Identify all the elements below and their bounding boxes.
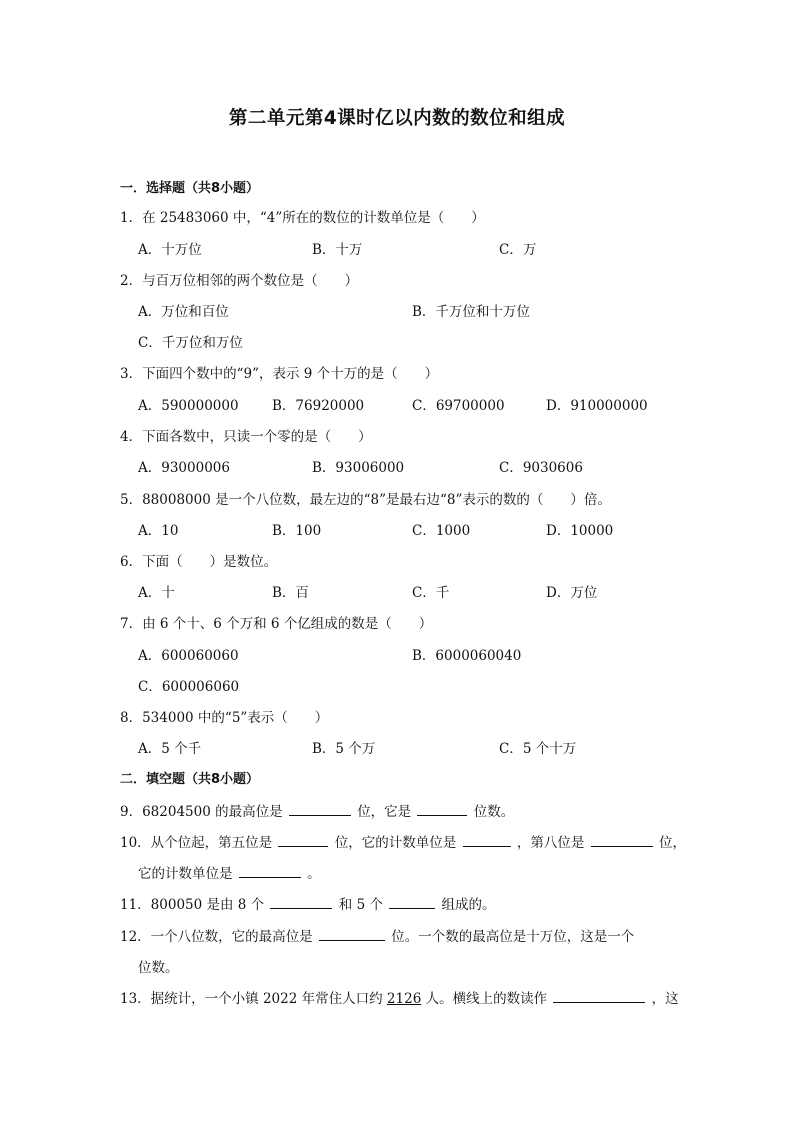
q2-option-b: B．千万位和十万位: [412, 304, 530, 320]
q11-blank-1[interactable]: [270, 895, 332, 910]
q3-option-a: A．590000000: [138, 398, 239, 414]
q11-text-3: 组成的。: [441, 897, 496, 913]
q8-option-b: B．5 个万: [312, 741, 376, 757]
question-1: 1．在 25483060 中，“4”所在的数位的计数单位是（ ）: [120, 210, 485, 226]
q1-option-a: A．十万位: [138, 242, 202, 258]
q7-option-b: B．6000060040: [412, 648, 522, 664]
question-3: 3．下面四个数中的“9”，表示 9 个十万的是（ ）: [120, 366, 439, 382]
q7-option-c: C．600006060: [138, 679, 240, 695]
q12-text-2: 位。一个数的最高位是十万位，这是一个: [391, 929, 635, 945]
q3-option-b: B．76920000: [272, 398, 365, 414]
q8-option-a: A．5 个千: [138, 741, 202, 757]
section-heading-fill: 二．填空题（共8小题）: [120, 772, 260, 787]
question-9: [120, 800, 514, 820]
question-4: 4．下面各数中，只读一个零的是（ ）: [120, 429, 372, 445]
question-6: 6．下面（ ）是数位。: [120, 554, 278, 570]
question-2: 2．与百万位相邻的两个数位是（ ）: [120, 273, 359, 289]
q5-option-b: B．100: [272, 523, 322, 539]
q3-option-d: D．910000000: [546, 398, 648, 414]
q13-text-4: ，这: [651, 991, 679, 1007]
q13-text-3: 人。横线上的数读作: [425, 991, 548, 1007]
q10-blank-1[interactable]: [278, 833, 328, 848]
question-10: [120, 831, 686, 851]
page-title: 第二单元第4课时亿以内数的数位和组成: [228, 108, 566, 129]
q5-option-d: D．10000: [546, 523, 614, 539]
q11-blank-2[interactable]: [389, 895, 435, 910]
q6-option-a: A．十: [138, 585, 175, 601]
q2-option-a: A．万位和百位: [138, 304, 229, 320]
q10-blank-4[interactable]: [239, 864, 301, 879]
q9-blank-1[interactable]: [289, 802, 351, 817]
q12-text-3: 位数。: [138, 960, 179, 976]
q13-underlined-number: 2126: [386, 991, 422, 1007]
question-11: [120, 893, 496, 913]
question-7: 7．由 6 个十、6 个万和 6 个亿组成的数是（ ）: [120, 616, 433, 632]
q12-text-1: 12．一个八位数，它的最高位是: [120, 929, 313, 945]
q11-text-2: 和 5 个: [338, 897, 383, 913]
q6-option-d: D．万位: [546, 585, 598, 601]
q10-text-2: 位，它的计数单位是: [334, 835, 457, 851]
question-5: 5．88008000 是一个八位数，最左边的“8”是最右边“8”表示的数的（ ）倍。: [120, 492, 611, 508]
q5-option-a: A．10: [138, 523, 179, 539]
q3-option-c: C．69700000: [412, 398, 505, 414]
q13-blank-1[interactable]: [553, 989, 645, 1004]
q1-option-c: C．万: [499, 242, 537, 258]
question-10-continued: [138, 862, 321, 882]
q10-blank-2[interactable]: [463, 833, 511, 848]
q4-option-b: B．93006000: [312, 460, 405, 476]
q6-option-b: B．百: [272, 585, 309, 601]
q1-option-b: B．十万: [312, 242, 363, 258]
q8-option-c: C．5 个十万: [499, 741, 577, 757]
question-12: [120, 925, 634, 945]
section-heading-choice: 一．选择题（共8小题）: [120, 181, 260, 196]
q6-option-c: C．千: [412, 585, 450, 601]
q9-text-3: 位数。: [473, 804, 515, 820]
q9-text-1: 9．68204500 的最高位是: [120, 804, 283, 820]
q2-option-c: C．千万位和万位: [138, 335, 243, 351]
q10-blank-3[interactable]: [591, 833, 653, 848]
question-13: [120, 987, 679, 1007]
q4-option-c: C．9030606: [499, 460, 583, 476]
q11-text-1: 11．800050 是由 8 个: [120, 897, 265, 913]
q9-text-2: 位，它是: [357, 804, 412, 820]
q9-blank-2[interactable]: [417, 802, 467, 817]
q10-text-3: ，第八位是: [516, 835, 585, 851]
q10-text-1: 10．从个位起，第五位是: [120, 835, 273, 851]
question-12-continued: [138, 956, 179, 976]
q7-option-a: A．600060060: [138, 648, 239, 664]
q10-text-4: 位，: [658, 835, 686, 851]
q10-text-5: 它的计数单位是: [138, 866, 233, 882]
question-8: 8．534000 中的“5”表示（ ）: [120, 710, 329, 726]
q4-option-a: A．93000006: [138, 460, 230, 476]
q10-text-6: 。: [307, 866, 321, 882]
q12-blank-1[interactable]: [319, 927, 385, 942]
q5-option-c: C．1000: [412, 523, 471, 539]
q13-text-1: 13．据统计，一个小镇 2022 年常住人口约: [120, 991, 383, 1007]
